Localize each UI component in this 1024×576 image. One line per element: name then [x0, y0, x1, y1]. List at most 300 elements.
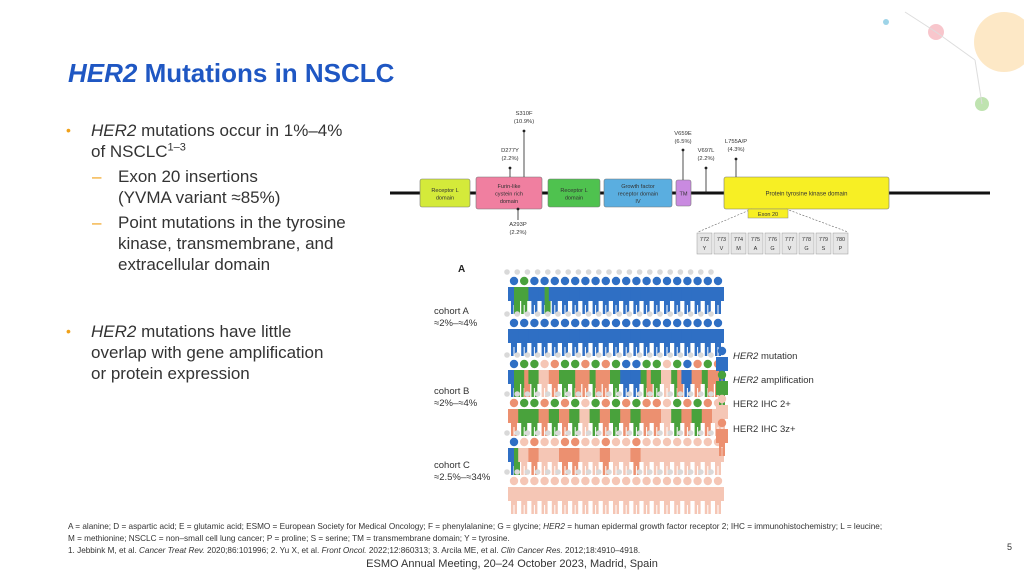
background-person — [647, 311, 653, 317]
bullet-1-gene: HER2 — [91, 121, 137, 140]
person-head — [551, 399, 559, 407]
person-head — [571, 477, 579, 485]
cohort-b-label — [434, 386, 477, 410]
background-person — [708, 469, 714, 475]
person-head — [551, 319, 559, 327]
background-person — [708, 430, 714, 436]
background-person — [545, 469, 551, 475]
background-person — [616, 469, 622, 475]
background-person — [678, 269, 684, 275]
background-person — [678, 311, 684, 317]
background-person — [596, 311, 602, 317]
mutation-name: A293P — [509, 222, 527, 228]
background-person — [667, 469, 673, 475]
background-person — [514, 430, 520, 436]
background-person — [667, 269, 673, 275]
background-person — [504, 311, 510, 317]
person-head — [642, 319, 650, 327]
background-person — [688, 269, 694, 275]
person-head — [642, 360, 650, 368]
bullet-1-text: mutations occur in 1%–4% — [136, 121, 343, 140]
residue-number: 779 — [818, 237, 829, 243]
residue-aa: P — [838, 246, 843, 252]
ref2-journal: Front Oncol. — [321, 546, 367, 555]
person-head — [693, 399, 701, 407]
legend-ihc2-text: HER2 IHC 2+ — [733, 399, 791, 410]
background-person — [627, 469, 633, 475]
domain-label: domain — [499, 199, 519, 205]
background-person — [576, 352, 582, 358]
person-head — [581, 277, 589, 285]
background-person — [637, 269, 643, 275]
background-person — [555, 269, 561, 275]
background-person — [555, 311, 561, 317]
person-head — [540, 277, 548, 285]
background-person — [545, 430, 551, 436]
background-person — [647, 269, 653, 275]
person-head — [602, 360, 610, 368]
person-head — [642, 399, 650, 407]
cohort-a-name: cohort A — [434, 306, 469, 317]
background-person — [616, 391, 622, 397]
background-person — [596, 430, 602, 436]
person-body — [716, 405, 728, 432]
person-head — [704, 319, 712, 327]
person-head — [642, 438, 650, 446]
background-person — [514, 269, 520, 275]
person-head — [591, 477, 599, 485]
person-head — [683, 477, 691, 485]
background-person — [555, 391, 561, 397]
page-number: 5 — [1007, 542, 1013, 552]
background-person — [545, 391, 551, 397]
legend-amplification — [733, 375, 814, 386]
footnote-line2: M = methionine; NSCLC = non–small cell lung cancer; P = proline; S = serine; TM = transmembrane domain; Y = tyrosine. — [68, 534, 510, 543]
person-head — [540, 360, 548, 368]
residue-aa: V — [719, 246, 724, 252]
person-head — [561, 360, 569, 368]
person-head — [663, 319, 671, 327]
legend-ihc2 — [733, 399, 791, 410]
background-person — [698, 469, 704, 475]
person-body — [712, 487, 724, 514]
background-person — [647, 430, 653, 436]
residue-number: 777 — [784, 237, 795, 243]
background-person — [586, 311, 592, 317]
person-head — [653, 277, 661, 285]
background-person — [698, 352, 704, 358]
person-head — [673, 438, 681, 446]
pictogram-row-4 — [504, 430, 724, 475]
person-head — [673, 477, 681, 485]
footnote-gene: HER2 — [543, 522, 565, 531]
background-person — [688, 391, 694, 397]
ref3-rest: 2012;18:4910–4918. — [562, 546, 641, 555]
person-head — [683, 399, 691, 407]
domain-label: Receptor L — [560, 187, 588, 194]
background-person — [535, 469, 541, 475]
pictogram-row-1 — [504, 311, 724, 356]
footnote-line1 — [68, 521, 948, 533]
person-head — [530, 438, 538, 446]
person-head — [718, 347, 726, 355]
bullet-1-text2: of NSCLC — [91, 142, 168, 161]
person-head — [642, 477, 650, 485]
ref1: 1. Jebbink M, et al. — [68, 546, 139, 555]
person-head — [591, 399, 599, 407]
person-head — [510, 399, 518, 407]
background-person — [586, 469, 592, 475]
background-person — [627, 352, 633, 358]
residue-number: 775 — [750, 237, 761, 243]
person-head — [683, 277, 691, 285]
person-head — [561, 399, 569, 407]
background-person — [576, 430, 582, 436]
background-person — [514, 469, 520, 475]
background-person — [657, 391, 663, 397]
residue-number: 776 — [767, 237, 778, 243]
background-person — [586, 269, 592, 275]
background-person — [514, 352, 520, 358]
ref1-journal: Cancer Treat Rev. — [139, 546, 205, 555]
person-head — [693, 319, 701, 327]
residue-number: 778 — [801, 237, 812, 243]
legend-mutation-text: mutation — [758, 351, 798, 362]
person-head — [520, 399, 528, 407]
mutation-name: V659E — [674, 131, 692, 137]
person-head — [622, 360, 630, 368]
bullet-dot: • — [66, 122, 71, 138]
person-head — [704, 360, 712, 368]
person-head — [693, 438, 701, 446]
background-person — [616, 311, 622, 317]
background-person — [535, 430, 541, 436]
ref3-journal: Clin Cancer Res. — [500, 546, 563, 555]
background-person — [688, 469, 694, 475]
domain-label: domain — [435, 195, 455, 202]
person-head — [520, 360, 528, 368]
person-head — [591, 360, 599, 368]
background-person — [606, 352, 612, 358]
background-person — [627, 391, 633, 397]
background-person — [606, 430, 612, 436]
background-person — [616, 430, 622, 436]
person-head — [622, 399, 630, 407]
background-person — [678, 430, 684, 436]
person-head — [602, 399, 610, 407]
background-person — [525, 469, 531, 475]
person-head — [693, 477, 701, 485]
person-head — [551, 277, 559, 285]
domain-label: domain — [564, 195, 584, 202]
sub-bullet-1-line1: Exon 20 insertions — [118, 167, 258, 186]
person-head — [673, 277, 681, 285]
person-head — [510, 319, 518, 327]
background-person — [667, 391, 673, 397]
residue-aa: M — [736, 246, 741, 252]
person-head — [653, 319, 661, 327]
person-head — [561, 319, 569, 327]
person-head — [530, 477, 538, 485]
person-body — [712, 448, 724, 475]
cohort-c-label — [434, 460, 490, 484]
sub-bullet-1-line2: (YVMA variant ≈85%) — [118, 188, 281, 207]
person-head — [683, 319, 691, 327]
background-person — [576, 311, 582, 317]
person-head — [622, 277, 630, 285]
background-person — [627, 269, 633, 275]
background-person — [667, 430, 673, 436]
person-head — [571, 277, 579, 285]
person-head — [571, 438, 579, 446]
residue-number: 773 — [716, 237, 727, 243]
person-head — [530, 399, 538, 407]
background-person — [637, 430, 643, 436]
ref2-rest: 2022;12:860313; 3. Arcila ME, et al. — [366, 546, 501, 555]
residue-aa: Y — [702, 246, 707, 252]
person-head — [591, 438, 599, 446]
person-head — [653, 477, 661, 485]
domain-label: Growth factor — [621, 184, 655, 190]
residue-aa: A — [753, 246, 758, 252]
background-person — [525, 311, 531, 317]
background-person — [647, 352, 653, 358]
person-head — [581, 477, 589, 485]
legend-amplification-text: amplification — [758, 375, 814, 386]
residue-aa: V — [787, 246, 792, 252]
sub-bullet-2-line2: kinase, transmembrane, and — [118, 234, 334, 253]
person-head — [571, 319, 579, 327]
background-person — [647, 391, 653, 397]
person-head — [520, 438, 528, 446]
person-head — [612, 477, 620, 485]
person-head — [602, 277, 610, 285]
background-person — [637, 352, 643, 358]
person-head — [663, 399, 671, 407]
legend-mutation — [733, 351, 797, 362]
person-head — [510, 277, 518, 285]
person-head — [612, 399, 620, 407]
background-person — [535, 391, 541, 397]
background-person — [678, 469, 684, 475]
background-person — [565, 311, 571, 317]
background-person — [667, 352, 673, 358]
person-head — [561, 477, 569, 485]
person-head — [520, 319, 528, 327]
background-person — [565, 352, 571, 358]
person-head — [540, 399, 548, 407]
background-person — [535, 352, 541, 358]
person-head — [663, 277, 671, 285]
bullet-2-text3: or protein expression — [91, 364, 250, 383]
background-person — [504, 352, 510, 358]
sub-bullet-dash: – — [92, 167, 102, 186]
background-person — [565, 269, 571, 275]
person-head — [581, 319, 589, 327]
background-person — [698, 269, 704, 275]
background-person — [708, 269, 714, 275]
pictogram-row-2 — [504, 352, 724, 397]
person-head — [673, 399, 681, 407]
person-head — [718, 395, 726, 403]
person-head — [622, 319, 630, 327]
background-person — [525, 430, 531, 436]
person-head — [704, 438, 712, 446]
background-person — [586, 352, 592, 358]
pictogram-row-0 — [504, 269, 724, 314]
legend-amplification-gene: HER2 — [733, 375, 759, 386]
bullet-2-gene: HER2 — [91, 322, 137, 341]
conference-footer: ESMO Annual Meeting, 20–24 October 2023, Madrid, Spain — [366, 558, 658, 570]
background-person — [565, 430, 571, 436]
background-person — [586, 391, 592, 397]
person-head — [714, 477, 722, 485]
footnote-line1a: A = alanine; D = aspartic acid; E = glutamic acid; ESMO = European Society for Medical Oncology; F = phenylalanine; G = glycine; — [68, 522, 544, 531]
background-person — [576, 269, 582, 275]
background-person — [606, 311, 612, 317]
residue-number: 780 — [835, 237, 846, 243]
person-head — [561, 438, 569, 446]
person-head — [673, 319, 681, 327]
person-head — [540, 438, 548, 446]
background-person — [596, 391, 602, 397]
person-head — [551, 360, 559, 368]
mutation-name: S310F — [515, 111, 533, 117]
person-head — [581, 360, 589, 368]
cohort-c-name: cohort C — [434, 460, 470, 471]
person-head — [663, 438, 671, 446]
footnote — [68, 521, 948, 557]
background-person — [606, 391, 612, 397]
person-head — [653, 360, 661, 368]
legend-ihc3-text: HER2 IHC 3z+ — [733, 424, 796, 435]
person-head — [663, 360, 671, 368]
person-head — [704, 477, 712, 485]
background-person — [657, 311, 663, 317]
background-person — [637, 469, 643, 475]
background-person — [576, 391, 582, 397]
background-person — [616, 352, 622, 358]
mutation-name: V697L — [697, 148, 715, 154]
person-head — [622, 438, 630, 446]
background-person — [555, 469, 561, 475]
person-head — [561, 277, 569, 285]
person-head — [602, 438, 610, 446]
title-rest: Mutations in NSCLC — [137, 58, 395, 88]
ref1-rest: 2020;86:101996; 2. Yu X, et al. — [204, 546, 322, 555]
background-person — [657, 430, 663, 436]
bullet-1-ref: 1–3 — [167, 141, 186, 154]
person-head — [622, 477, 630, 485]
background-person — [545, 269, 551, 275]
person-head — [602, 319, 610, 327]
background-person — [596, 269, 602, 275]
mutation-freq: (2.2%) — [697, 156, 715, 162]
mutation-name: L755A/P — [724, 139, 748, 145]
background-person — [616, 269, 622, 275]
title-gene: HER2 — [68, 58, 138, 88]
background-person — [647, 469, 653, 475]
person-head — [632, 477, 640, 485]
sub-bullet-2-line1: Point mutations in the tyrosine — [118, 213, 346, 232]
background-person — [535, 269, 541, 275]
person-head — [704, 399, 712, 407]
person-head — [704, 277, 712, 285]
background-person — [525, 391, 531, 397]
background-person — [688, 352, 694, 358]
person-head — [663, 477, 671, 485]
person-icon — [712, 277, 724, 314]
person-head — [653, 438, 661, 446]
residue-aa: S — [821, 246, 826, 252]
domain-label: TM — [679, 191, 688, 198]
pictogram-row-3 — [504, 391, 724, 436]
exon20-label: Exon 20 — [757, 212, 779, 218]
cohort-c-range: ≈2.5%–≈34% — [434, 472, 491, 483]
background-person — [698, 311, 704, 317]
background-person — [637, 311, 643, 317]
residue-aa: G — [770, 246, 775, 252]
background-person — [555, 352, 561, 358]
mutation-freq: (2.2%) — [509, 230, 527, 236]
person-head — [693, 277, 701, 285]
background-person — [698, 430, 704, 436]
person-head — [612, 360, 620, 368]
mutation-freq: (10.9%) — [513, 119, 535, 125]
person-head — [612, 277, 620, 285]
person-head — [591, 319, 599, 327]
residue-number: 772 — [699, 237, 710, 243]
person-head — [571, 360, 579, 368]
person-head — [510, 438, 518, 446]
person-head — [632, 319, 640, 327]
cohort-b-range: ≈2%–≈4% — [434, 398, 478, 409]
bullet-dot: • — [66, 323, 71, 339]
person-head — [718, 371, 726, 379]
person-head — [520, 477, 528, 485]
background-person — [525, 352, 531, 358]
person-icon — [712, 477, 724, 514]
mutation-name: D277Y — [501, 148, 519, 154]
background-person — [708, 352, 714, 358]
domain-label: Protein tyrosine kinase domain — [765, 191, 848, 198]
person-head — [510, 477, 518, 485]
bullet-2-text: mutations have little — [136, 322, 292, 341]
person-head — [683, 360, 691, 368]
person-head — [540, 319, 548, 327]
domain-label: cystein rich — [495, 191, 523, 198]
background-person — [667, 311, 673, 317]
background-person — [576, 469, 582, 475]
sub-bullet-dash: – — [92, 213, 102, 232]
person-head — [551, 477, 559, 485]
person-head — [591, 277, 599, 285]
panel-label: A — [458, 264, 466, 275]
person-head — [530, 360, 538, 368]
domain-label: receptor domain — [617, 191, 659, 198]
person-head — [581, 399, 589, 407]
bullet-2-text2: overlap with gene amplification — [91, 343, 324, 362]
background-person — [657, 469, 663, 475]
residue-number: 774 — [733, 237, 744, 243]
legend-ihc3 — [733, 424, 796, 435]
person-head — [530, 277, 538, 285]
background-person — [596, 352, 602, 358]
person-head — [530, 319, 538, 327]
person-head — [653, 399, 661, 407]
person-head — [612, 319, 620, 327]
person-head — [632, 399, 640, 407]
